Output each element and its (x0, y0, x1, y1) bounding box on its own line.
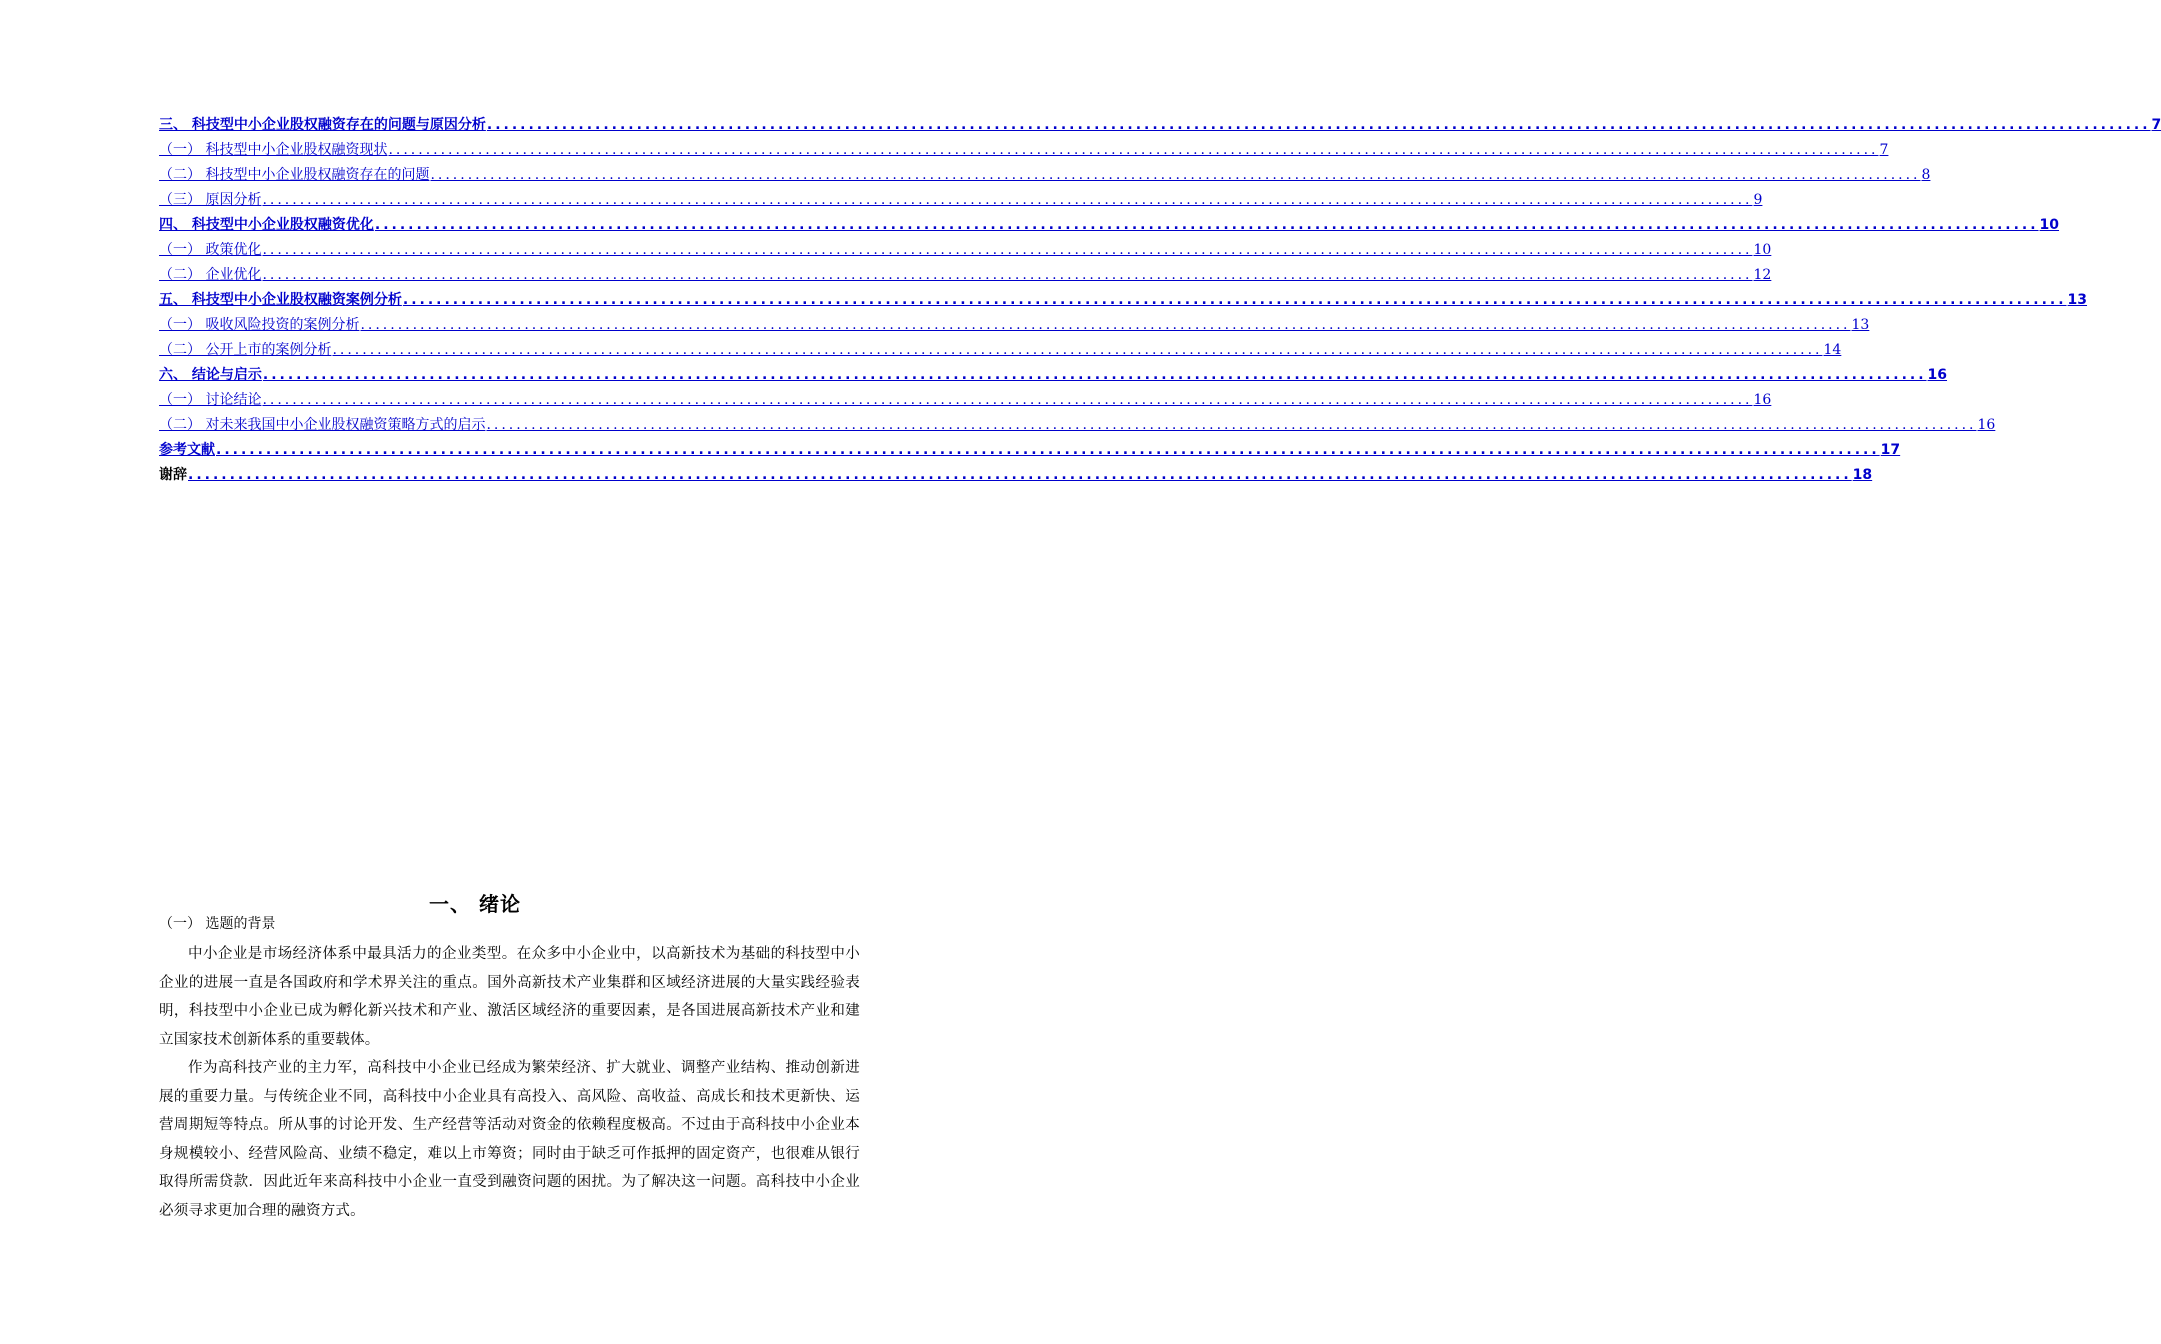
toc-entry-page[interactable]: 13 (2067, 292, 2088, 308)
toc-entry-page[interactable]: 8 (1921, 167, 1931, 183)
toc-entry-label[interactable]: （一） 吸收风险投资的案例分析 (159, 317, 360, 333)
toc-leader-dots: ........................................................................................................................................................................................................ (262, 367, 1927, 383)
toc-entry-page[interactable]: 18 (1852, 467, 1873, 483)
table-of-contents (159, 110, 2161, 485)
toc-entry[interactable] (159, 360, 1948, 385)
toc-entry-label[interactable]: （二） 对未来我国中小企业股权融资策略方式的启示 (159, 417, 486, 433)
toc-entry[interactable] (159, 235, 1772, 260)
toc-leader-dots: ........................................................................................................................................................................................................ (430, 167, 1921, 183)
toc-leader-dots: ........................................................................................................................................................................................................ (388, 142, 1879, 158)
toc-leader-dots: ........................................................................................................................................................................................................ (262, 392, 1753, 408)
toc-entry-label[interactable]: 谢辞 (159, 467, 187, 483)
toc-entry[interactable] (159, 285, 2088, 310)
toc-entry-page[interactable]: 16 (1977, 417, 1996, 433)
toc-leader-dots: ........................................................................................................................................................................................................ (332, 342, 1823, 358)
toc-entry[interactable] (159, 335, 1842, 360)
toc-entry-label[interactable]: （二） 企业优化 (159, 267, 262, 283)
toc-entry[interactable] (159, 260, 1772, 285)
toc-entry[interactable] (159, 210, 2060, 235)
toc-leader-dots: ........................................................................................................................................................................................................ (374, 217, 2039, 233)
paragraph: 中小企业是市场经济体系中最具活力的企业类型。在众多中小企业中，以高新技术为基础的科技型中小企业的进展一直是各国政府和学术界关注的重点。国外高新技术产业集群和区域经济进展的大量实践经验表明，科技型中小企业已成为孵化新兴技术和产业、激活区域经济的重要因素，是各国进展高新技术产业和建立国家技术创新体系的重要载体。 (159, 946, 860, 1048)
toc-entry-label[interactable]: 四、 科技型中小企业股权融资优化 (159, 217, 374, 233)
toc-entry-page[interactable]: 10 (1753, 242, 1772, 258)
toc-leader-dots: ........................................................................................................................................................................................................ (216, 442, 1880, 458)
toc-entry-page[interactable]: 12 (1753, 267, 1772, 283)
toc-entry[interactable] (159, 460, 1873, 485)
toc-entry-page[interactable]: 14 (1823, 342, 1842, 358)
toc-leader-dots: ........................................................................................................................................................................................................ (486, 417, 1977, 433)
toc-entry-page[interactable]: 16 (1753, 392, 1772, 408)
toc-entry[interactable] (159, 185, 1763, 210)
toc-leader-dots: ........................................................................................................................................................................................................ (262, 267, 1753, 283)
toc-leader-dots: ........................................................................................................................................................................................................ (188, 467, 1852, 483)
toc-entry-page[interactable]: 10 (2039, 217, 2060, 233)
toc-leader-dots: ........................................................................................................................................................................................................ (486, 117, 2151, 133)
toc-entry[interactable] (159, 385, 1772, 410)
toc-leader-dots: ........................................................................................................................................................................................................ (360, 317, 1851, 333)
toc-entry-label[interactable]: 三、 科技型中小企业股权融资存在的问题与原因分析 (159, 117, 486, 133)
toc-leader-dots: ........................................................................................................................................................................................................ (262, 242, 1753, 258)
toc-entry-label[interactable]: 五、 科技型中小企业股权融资案例分析 (159, 292, 402, 308)
toc-entry[interactable] (159, 310, 1870, 335)
toc-entry-label[interactable]: （一） 科技型中小企业股权融资现状 (159, 142, 388, 158)
toc-entry[interactable] (159, 135, 1889, 160)
toc-entry-page[interactable]: 16 (1927, 367, 1948, 383)
toc-entry[interactable] (159, 410, 1996, 435)
toc-entry-label[interactable]: （三） 原因分析 (159, 192, 262, 208)
toc-entry[interactable] (159, 160, 1931, 185)
toc-entry-label[interactable]: （一） 讨论结论 (159, 392, 262, 408)
section-title: （一） 选题的背景 (159, 916, 276, 932)
toc-leader-dots: ........................................................................................................................................................................................................ (262, 192, 1753, 208)
toc-entry-label[interactable]: （一） 政策优化 (159, 242, 262, 258)
toc-entry-page[interactable]: 9 (1753, 192, 1763, 208)
paragraph: 作为高科技产业的主力军，高科技中小企业已经成为繁荣经济、扩大就业、调整产业结构、推动创新进展的重要力量。与传统企业不同，高科技中小企业具有高投入、高风险、高收益、高成长和技术更新快、运营周期短等特点。所从事的讨论开发、生产经营等活动对资金的依赖程度极高。不过由于高科技中小企业本身规模较小、经营风险高、业绩不稳定，难以上市筹资；同时由于缺乏可作抵押的固定资产，也很难从银行取得所需贷款．因此近年来高科技中小企业一直受到融资问题的困扰。为了解决这一问题。高科技中小企业必须寻求更加合理的融资方式。 (159, 1060, 860, 1219)
toc-entry-page[interactable]: 7 (1879, 142, 1889, 158)
toc-entry-label[interactable]: 参考文献 (159, 442, 215, 458)
toc-entry-page[interactable]: 7 (2151, 117, 2161, 133)
chapter-body (159, 940, 860, 1225)
toc-entry-label[interactable]: （二） 科技型中小企业股权融资存在的问题 (159, 167, 430, 183)
toc-entry[interactable] (159, 110, 2161, 135)
toc-entry-page[interactable]: 17 (1880, 442, 1901, 458)
toc-entry-label[interactable]: 六、 结论与启示 (159, 367, 262, 383)
toc-entry-page[interactable]: 13 (1851, 317, 1870, 333)
chapter-title: 一、 绪论 (429, 892, 521, 916)
toc-entry-label[interactable]: （二） 公开上市的案例分析 (159, 342, 332, 358)
toc-entry[interactable] (159, 435, 1901, 460)
toc-leader-dots: ........................................................................................................................................................................................................ (402, 292, 2067, 308)
